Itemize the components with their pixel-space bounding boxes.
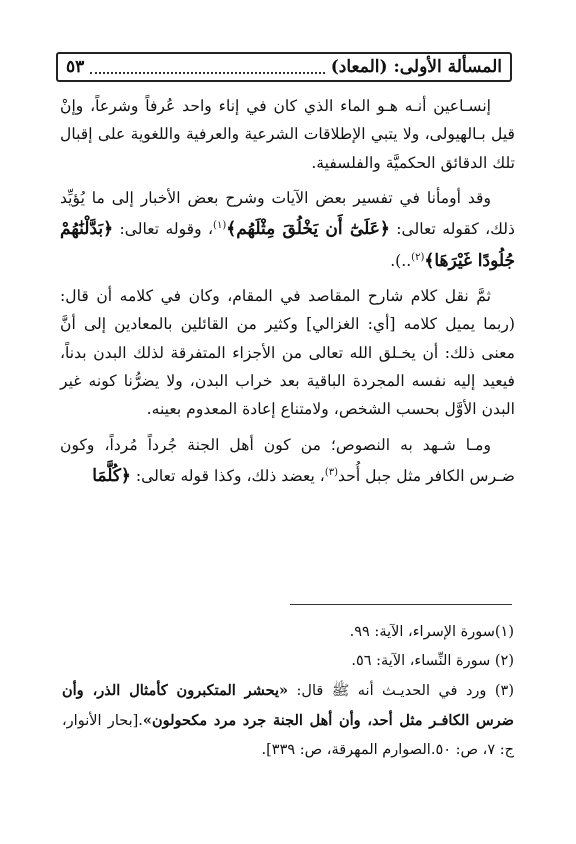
footnote [62, 676, 514, 765]
quran-verse: ﴿عَلَىٰٓ أَن يَخْلُقَ مِثْلَهُم﴾ [226, 219, 390, 240]
page-header [56, 52, 512, 82]
footnote-ref: (٣) [324, 466, 339, 478]
paragraph-text: ، وقوله تعالى: [119, 220, 214, 239]
paragraph-text: ، يعضد ذلك، وكذا قوله تعالى: [135, 467, 325, 486]
chapter-title: المسألة الأولى: (المعاد) [330, 57, 502, 77]
hadith-quote: «يحشر المتكبرون كأمثال الذر، وأن ضرس الكافـر مثل أحد، وأن أهل الجنة جرد مرد مكحولون» [62, 682, 514, 729]
footnote-text: (٣) ورد في الحديـث أنه ﷺ قال: [296, 683, 514, 699]
paragraph-text: ومـا شـهد به النصوص؛ من كون أهل الجنة جُرداً مُرداً، وكون ضـرس الكافر مثل جبل أُحد [60, 435, 515, 486]
paragraph [60, 184, 515, 275]
footnote-ref: (٢) [411, 251, 425, 263]
quran-verse: ﴿بَدَّلْنَٰهُمْ جُلُودًا غَيْرَهَا﴾ [60, 219, 515, 271]
paragraph-text: ..). [390, 251, 412, 270]
header-dot-leader [90, 60, 325, 74]
footnote-ref: (١) [213, 220, 227, 232]
paragraph [60, 431, 515, 491]
main-text [60, 92, 515, 497]
page-number: ٥٣ [66, 57, 85, 77]
footnote-separator [290, 604, 512, 605]
footnote: (١)سورة الإسراء، الآية: ٩٩. [349, 624, 514, 640]
footnotes [62, 618, 514, 765]
footnote: (٢) سورة النِّساء، الآية: ٥٦. [351, 653, 514, 669]
paragraph-text: وقد أومأنا في تفسير بعض الآيات وشرح بعض الأخبار إلى ما يُؤيِّد ذلك، كقوله تعالى: [60, 188, 515, 239]
paragraph: ثمَّ نقل كلام شارح المقاصد في المقام، وكان في كلامه أن قال: (ربما يميل كلامه [أي: الغزالي] وكثير من القائلين بالمعادين إلى أنَّ معنى ذلك: أن يخـلق الله تعالى من الأجزاء المتفرقة لذلك البدن بدناً، فيعيد إليه نفسه المجردة الباقية بعد خراب البدن، ولا يضرُّنا كونه غير البدن الأوَّل بحسب الشخص، ولامتناع إعادة المعدوم بعينه. [60, 287, 515, 419]
paragraph: إنسـاعين أنـه هـو الماء الذي كان في إناء واحد عُرفاً وشرعاً، وإنْ قيل بـالهيولى، ولا يتبي الإطلاقات الشرعية والعرفية واللغوية على إقبال تلك الدقائق الحكميَّة والفلسفية. [60, 97, 515, 172]
quran-verse: ﴿كُلَّمَا [92, 466, 131, 487]
footnote-source: .[بحار الأنوار، ج: ٧، ص: ٥٠.الصوارم المهرقة، ص: ٣٣٩]. [62, 713, 514, 758]
